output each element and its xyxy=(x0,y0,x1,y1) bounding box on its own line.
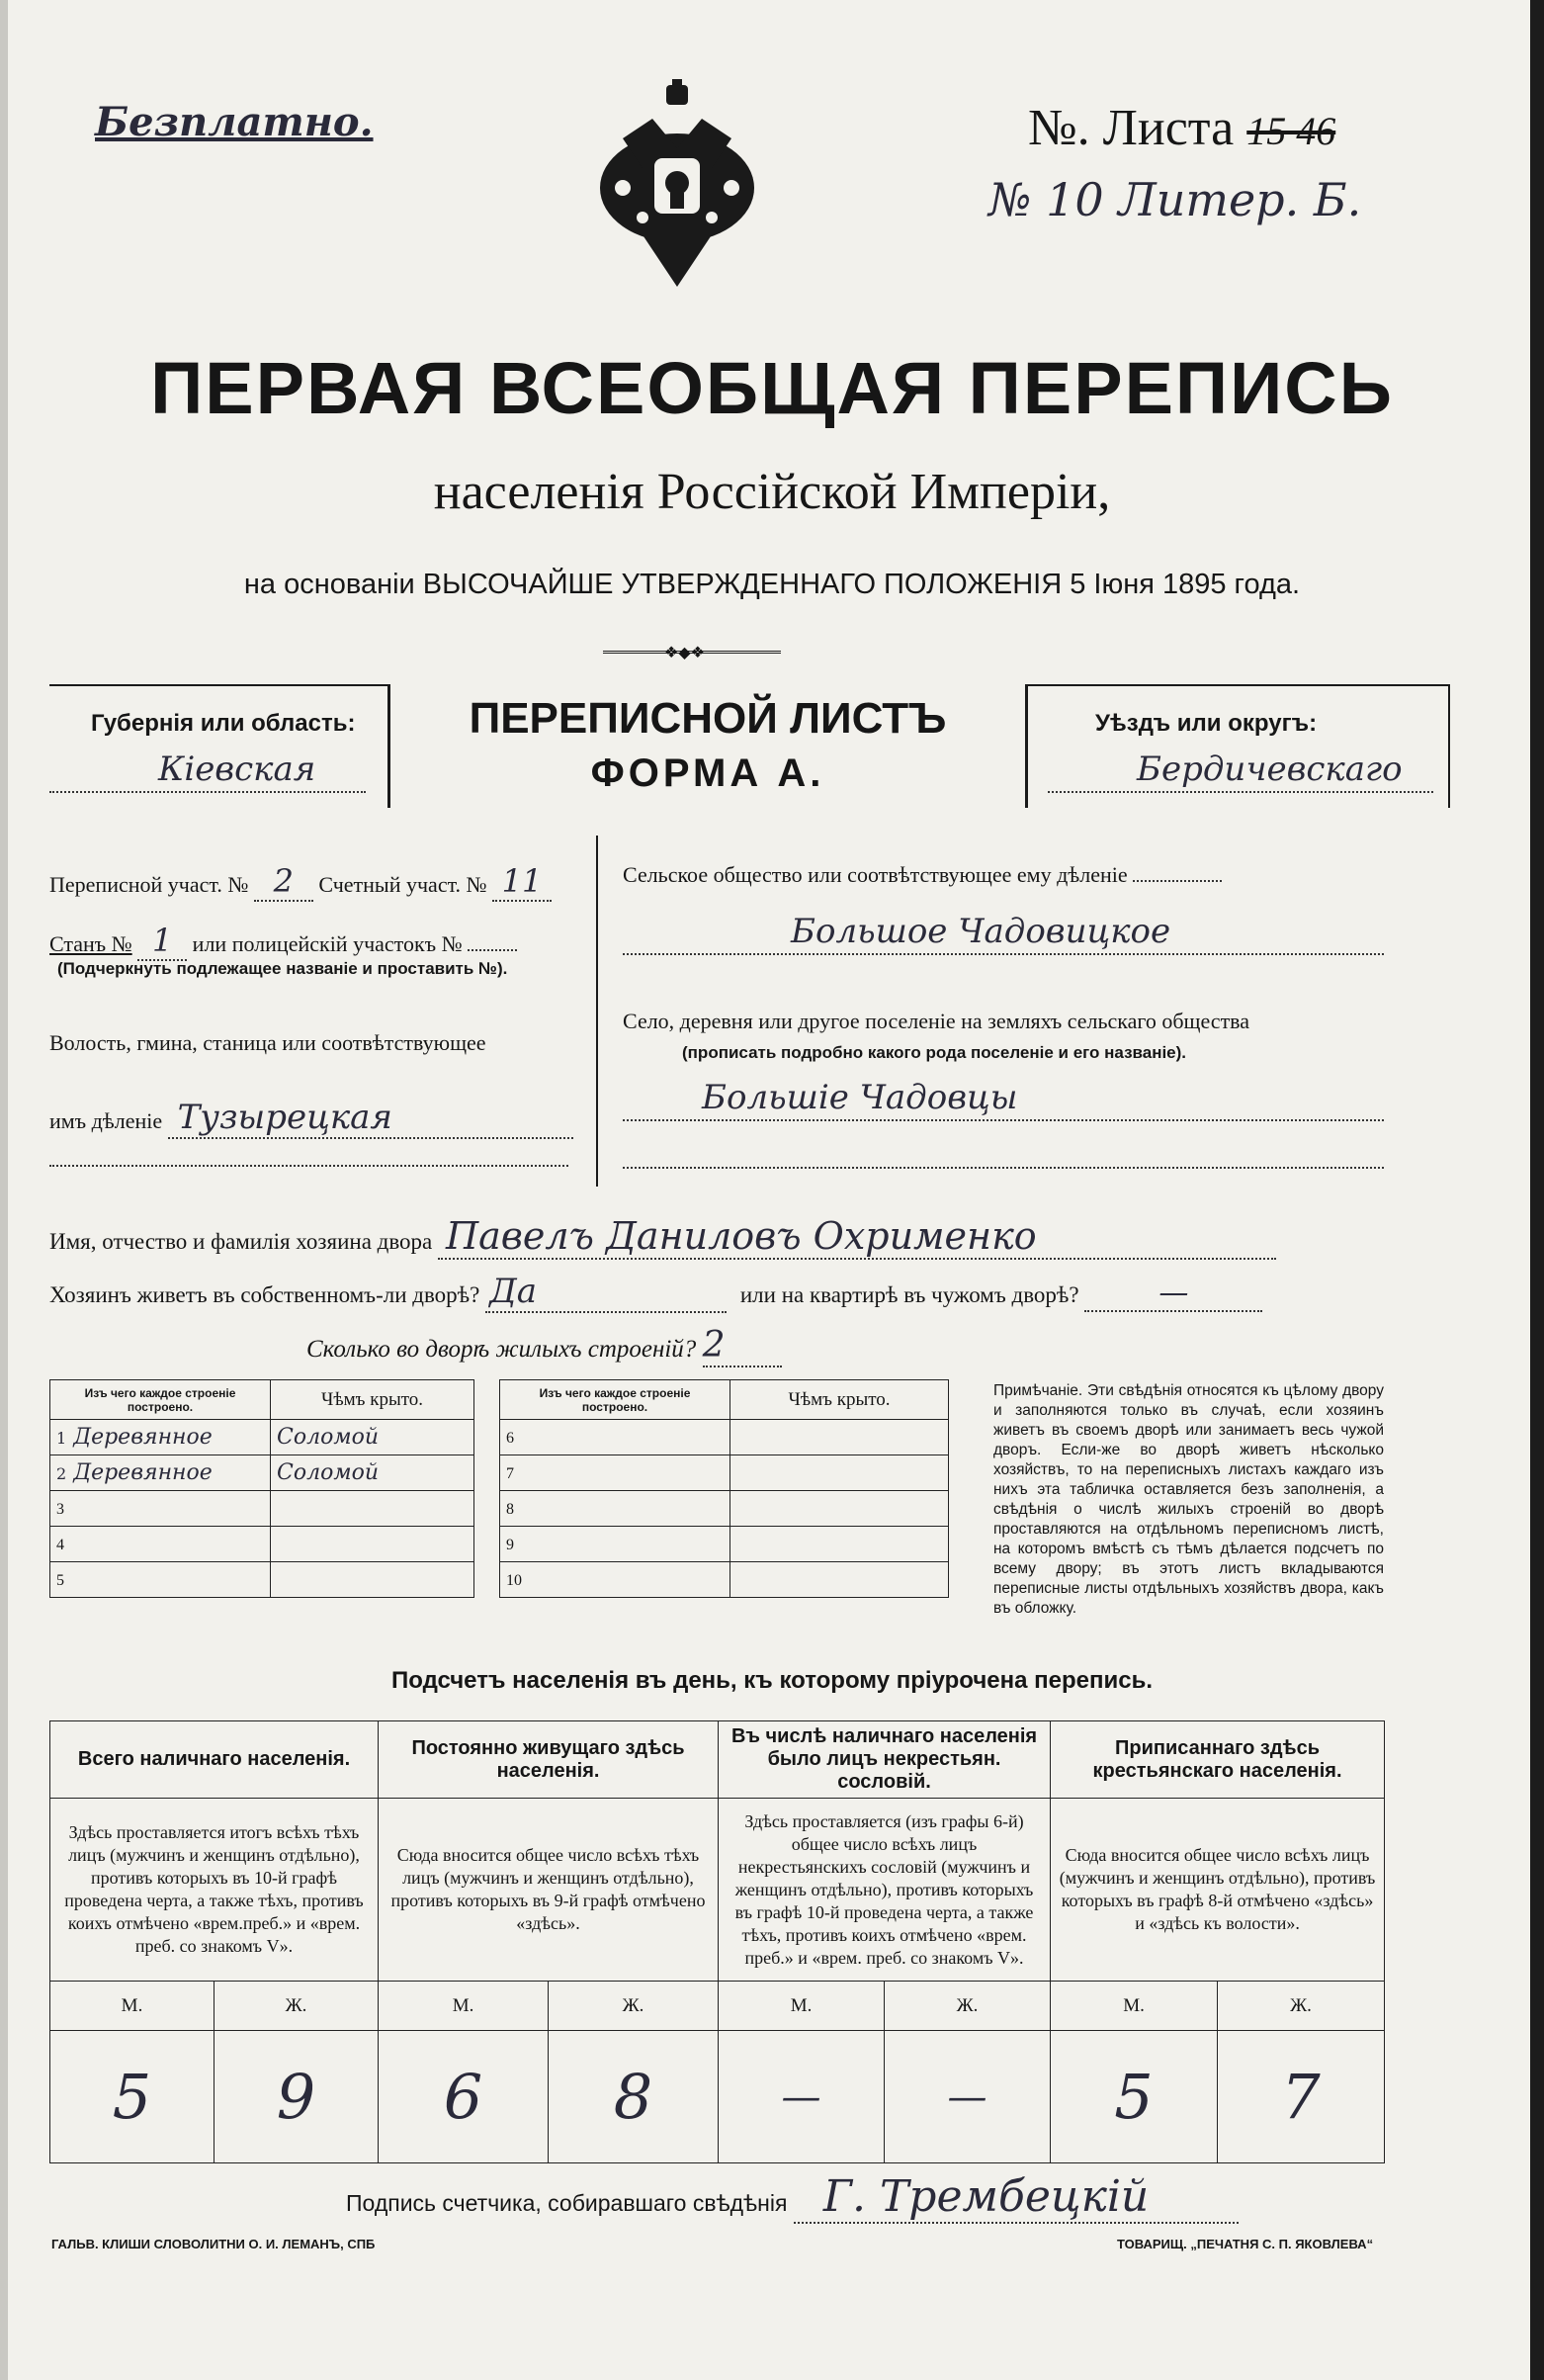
population-male-value: 5 xyxy=(1051,2031,1218,2163)
village-label: Село, деревня или другое поселеніе на земляхъ сельскаго общества xyxy=(623,1009,1250,1033)
population-title: Подсчетъ населенія въ день, къ которому пріурочена перепись. xyxy=(391,1667,1153,1694)
basis-line: на основаніи ВЫСОЧАЙШЕ УТВЕРЖДЕННАГО ПОЛОЖЕНІЯ 5 Іюня 1895 года. xyxy=(243,569,1301,600)
underline-note: (Подчеркнуть подлежащее названіе и проставить №). xyxy=(57,959,508,978)
population-col-desc: Сюда вносится общее число всѣхъ лицъ (мужчинъ и женщинъ отдѣльно), противъ которыхъ въ графѣ 8-й отмѣчено «здѣсь» и «здѣсь къ волости». xyxy=(1051,1799,1385,1982)
free-label: Безплатно. xyxy=(95,99,374,145)
population-male-value: 5 xyxy=(50,2031,214,2163)
buildings-row: Сколько во дворѣ жилыхъ строеній? 2 xyxy=(306,1325,782,1367)
stan-row: Станъ № 1 или полицейскій участокъ № xyxy=(49,922,517,961)
buildings-table-right: Изъ чего каждое строеніе построено. Чѣмъ крыто. 6 7 8 9 10 xyxy=(499,1379,949,1598)
signature-value: Г. Трембецкій xyxy=(794,2171,1239,2224)
male-label: М. xyxy=(379,1982,549,2031)
coat-of-arms-emblem xyxy=(593,79,761,297)
census-area-value: 2 xyxy=(254,862,313,902)
female-label: Ж. xyxy=(214,1982,379,2031)
population-col-header: Всего наличнаго населенія. xyxy=(50,1721,379,1799)
society-field: Большое Чадовицкое xyxy=(623,910,1384,955)
census-area-row: Переписной участ. № 2 Счетный участ. № 11 xyxy=(49,862,552,902)
population-col-header: Постоянно живущаго здѣсь населенія. xyxy=(379,1721,719,1799)
building-row: 1 Деревянное Соломой xyxy=(50,1420,474,1455)
ornament-center: ❖◆❖ xyxy=(664,645,705,661)
volost-extra-line xyxy=(49,1155,568,1167)
count-area-value: 11 xyxy=(492,862,552,902)
volost-row: имъ дѣленіе Тузырецкая xyxy=(49,1098,573,1139)
male-label: М. xyxy=(1051,1982,1218,2031)
building-row: 5 xyxy=(50,1562,474,1598)
population-male-value: 6 xyxy=(379,2031,549,2163)
building-row: 8 xyxy=(500,1491,949,1527)
own-yard-value: Да xyxy=(485,1272,727,1313)
signature-row: Подпись счетчика, собиравшаго свѣдѣнія Г. Трембецкій xyxy=(346,2171,1239,2224)
building-row: 10 xyxy=(500,1562,949,1598)
population-col-desc: Здѣсь проставляется итогъ всѣхъ тѣхъ лицъ (мужчинъ и женщинъ отдѣльно), противъ которыхъ въ 10-й графѣ проведена черта, а также тѣхъ, противъ коихъ отмѣчено «врем.преб.» и «врем. преб. со знакомъ V». xyxy=(50,1799,379,1982)
population-female-value: — xyxy=(885,2031,1051,2163)
building-row: 6 xyxy=(500,1420,949,1455)
uezd-label: Уѣздъ или округъ: xyxy=(1095,710,1318,737)
village-note: (прописать подробно какого рода поселеніе и его названіе). xyxy=(682,1043,1187,1062)
building-row: 2 Деревянное Соломой xyxy=(50,1455,474,1491)
buildings-note: Примѣчаніе. Эти свѣдѣнія относятся къ цѣлому двору и заполняются только въ случаѣ, если хозяинъ живетъ въ своемъ дворѣ или занимаетъ весь чужой дворъ. Если-же во дворѣ живетъ нѣсколько хозяйствъ, то на переписныхъ листахъ каждаго изъ нихъ эта табличка оставляется безъ заполненія, а свѣдѣнія о числѣ жилыхъ строеній во дворѣ проставляются на отдѣльномъ переписномъ листѣ, на которомъ вмѣстѣ съ тѣмъ дѣлается подсчетъ по всему двору; въ этотъ листъ вкладываются переписные листы отдѣльныхъ хозяйствъ двора, какъ въ обложку. xyxy=(993,1382,1384,1617)
female-label: Ж. xyxy=(1218,1982,1385,2031)
building-row: 9 xyxy=(500,1527,949,1562)
footer-right-printer: ТОВАРИЩ. „ПЕЧАТНЯ С. П. ЯКОВЛЕВА“ xyxy=(1117,2237,1374,2251)
sheet-number-label: №. Листа 15 46 xyxy=(1028,100,1336,156)
population-col-header: Приписаннаго здѣсь крестьянскаго населенія. xyxy=(1051,1721,1385,1799)
gubernia-field: Кіевская xyxy=(49,761,366,793)
footer-left-printer: ГАЛЬВ. КЛИШИ СЛОВОЛИТНИ О. И. ЛЕМАНЪ, СПБ xyxy=(51,2237,376,2251)
stan-value: 1 xyxy=(137,922,187,961)
population-col-desc: Здѣсь проставляется (изъ графы 6-й) общее число всѣхъ лицъ некрестьянскихъ сословій (мужчинъ и женщинъ отдѣльно), противъ которыхъ въ графѣ 10-й проведена черта, а также тѣхъ, противъ коихъ отмѣчено «врем. преб.» и «врем. преб. со знакомъ V». xyxy=(719,1799,1051,1982)
rent-value: — xyxy=(1084,1276,1262,1312)
subtitle: населенія Россійской Имперіи, xyxy=(433,464,1111,520)
population-female-value: 7 xyxy=(1218,2031,1385,2163)
population-female-value: 9 xyxy=(214,2031,379,2163)
population-col-header: Въ числѣ наличнаго населенія было лицъ некрестьян. сословій. xyxy=(719,1721,1051,1799)
population-female-value: 8 xyxy=(549,2031,719,2163)
main-title: ПЕРВАЯ ВСЕОБЩАЯ ПЕРЕПИСЬ xyxy=(150,347,1394,429)
buildings-value: 2 xyxy=(703,1325,782,1367)
population-table xyxy=(49,1720,1385,2163)
volost-value: Тузырецкая xyxy=(168,1098,573,1139)
owner-yard-row: Хозяинъ живетъ въ собственномъ-ли дворѣ? Да или на квартирѣ въ чужомъ дворѣ? — xyxy=(49,1272,1262,1313)
village-field: Большіе Чадовцы xyxy=(623,1076,1384,1121)
owner-name-value: Павелъ Даниловъ Охрименко xyxy=(438,1214,1276,1260)
male-label: М. xyxy=(719,1982,885,2031)
volost-label: Волость, гмина, станица или соотвѣтствующее xyxy=(49,1030,486,1055)
buildings-table-left: Изъ чего каждое строеніе построено. Чѣмъ крыто. 1 Деревянное Соломой 2 Деревянное Соломой 3 4 5 xyxy=(49,1379,474,1598)
building-row: 7 xyxy=(500,1455,949,1491)
building-row: 3 xyxy=(50,1491,474,1527)
gubernia-label: Губернія или область: xyxy=(91,710,356,737)
female-label: Ж. xyxy=(549,1982,719,2031)
form-letter: ФОРМА А. xyxy=(590,751,825,795)
form-title: ПЕРЕПИСНОЙ ЛИСТЪ xyxy=(469,694,947,743)
building-row: 4 xyxy=(50,1527,474,1562)
sheet-number-handwritten: № 10 Литер. Б. xyxy=(988,173,1362,226)
society-label: Сельское общество или соотвѣтствующее ему дѣленіе xyxy=(623,862,1222,888)
owner-name-row: Имя, отчество и фамилія хозяина двора Павелъ Даниловъ Охрименко xyxy=(49,1214,1276,1260)
male-label: М. xyxy=(50,1982,214,2031)
uezd-field: Бердичевскаго xyxy=(1048,761,1433,793)
female-label: Ж. xyxy=(885,1982,1051,2031)
village-extra-line xyxy=(623,1157,1384,1169)
population-male-value: — xyxy=(719,2031,885,2163)
sheet-number-struck: 15 46 xyxy=(1246,109,1336,153)
population-col-desc: Сюда вносится общее число всѣхъ тѣхъ лицъ (мужчинъ и женщинъ отдѣльно), противъ которыхъ въ 9-й графѣ отмѣчено «здѣсь». xyxy=(379,1799,719,1982)
